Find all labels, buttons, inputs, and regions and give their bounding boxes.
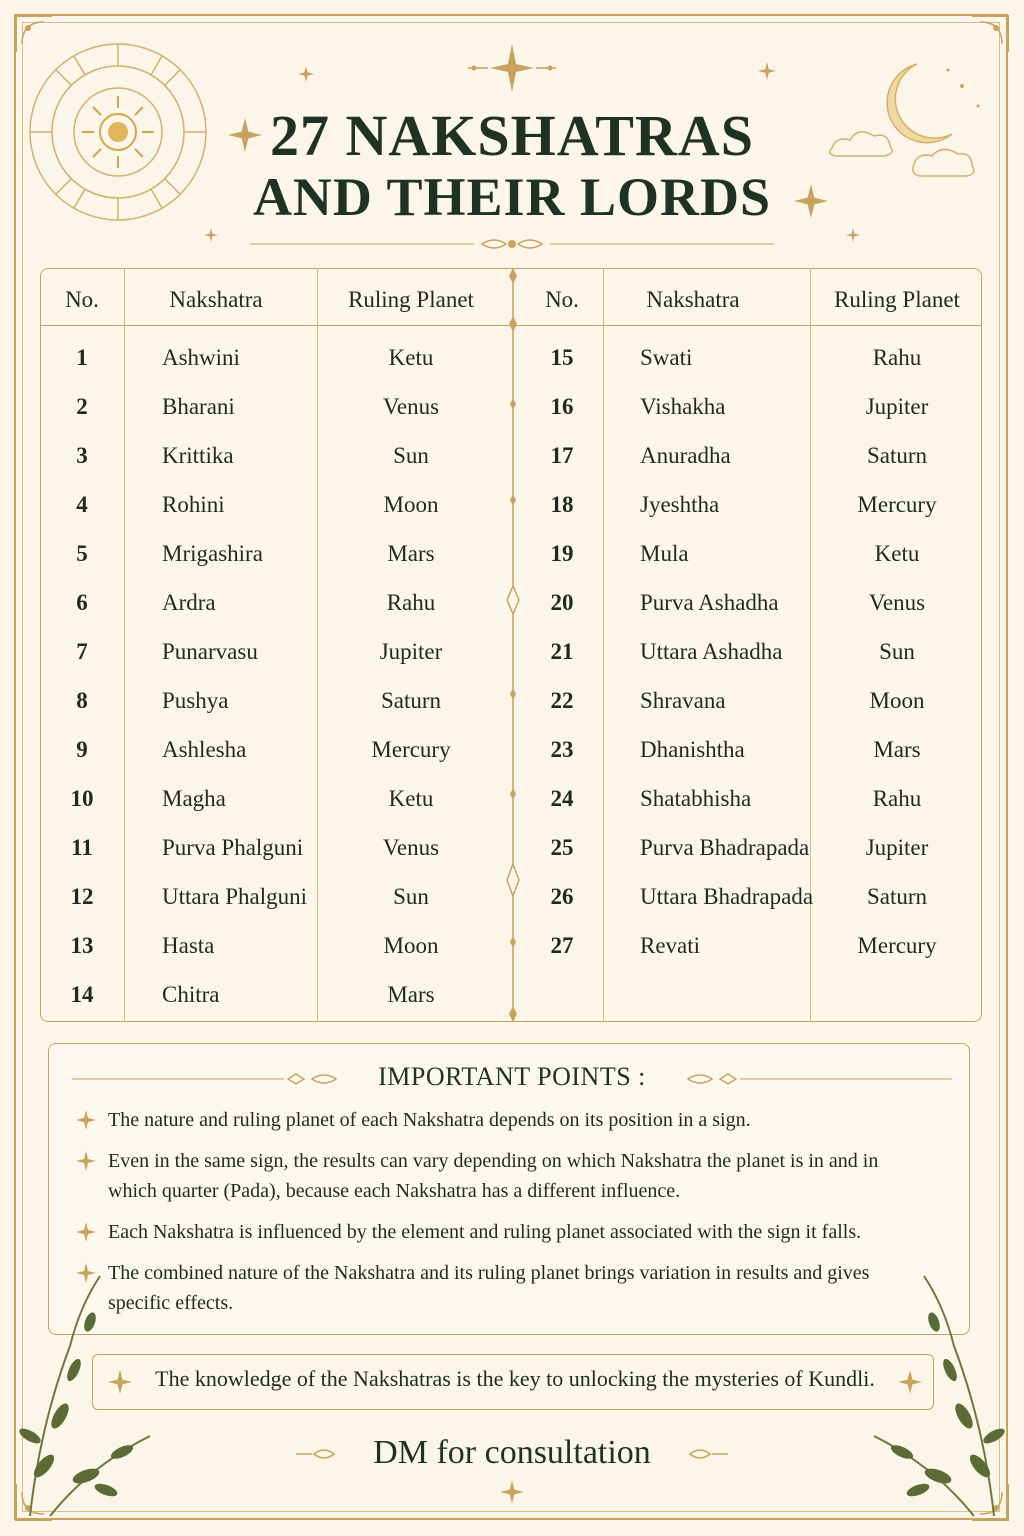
- row-number: 16: [550, 394, 574, 419]
- nakshatra-name: Purva Ashadha: [640, 590, 779, 615]
- header-planet-left: Ruling Planet: [348, 287, 474, 312]
- point-item: Even in the same sign, the results can vary depending on which Nakshatra the planet is in and in which quarter (Pada), because each Nakshatra has a different influence.: [108, 1150, 879, 1202]
- page-title-line1: 27 NAKSHATRAS: [269, 103, 755, 168]
- nakshatra-name: Uttara Ashadha: [640, 639, 783, 664]
- ruling-planet: Venus: [868, 590, 926, 615]
- nakshatra-name: Purva Phalguni: [162, 835, 304, 860]
- ruling-planet: Venus: [382, 835, 440, 860]
- nakshatra-name: Jyeshtha: [640, 492, 720, 517]
- row-number: 18: [550, 492, 574, 517]
- row-number: 17: [550, 443, 574, 468]
- nakshatra-name: Punarvasu: [162, 639, 258, 664]
- ruling-planet: Mars: [873, 737, 921, 762]
- ruling-planet: Rahu: [872, 786, 922, 811]
- nakshatra-name: Ardra: [162, 590, 216, 615]
- nakshatra-name: Shravana: [640, 688, 726, 713]
- ruling-planet: Jupiter: [865, 835, 929, 860]
- leaf-branch-icon: [10, 1266, 160, 1522]
- sparkle-star-icon: [76, 1222, 96, 1242]
- row-number: 27: [550, 933, 574, 958]
- ruling-planet: Saturn: [866, 884, 928, 909]
- nakshatra-name: Bharani: [162, 394, 235, 419]
- ruling-planet: Jupiter: [865, 394, 929, 419]
- nakshatra-name: Chitra: [162, 982, 220, 1007]
- nakshatra-name: Pushya: [162, 688, 229, 713]
- row-number: 19: [550, 541, 574, 566]
- row-number: 24: [550, 786, 574, 811]
- nakshatra-name: Krittika: [162, 443, 234, 468]
- nakshatra-name: Mula: [640, 541, 689, 566]
- row-number: 1: [76, 345, 88, 370]
- nakshatra-name: Rohini: [162, 492, 225, 517]
- row-number: 25: [550, 835, 574, 860]
- nakshatra-name: Mrigashira: [162, 541, 263, 566]
- point-item: The combined nature of the Nakshatra and its ruling planet brings variation in results and gives specific effects.: [108, 1262, 870, 1314]
- row-number: 9: [76, 737, 88, 762]
- sparkle-star-icon: [758, 62, 776, 80]
- row-number: 22: [550, 688, 574, 713]
- nakshatra-name: Purva Bhadrapada: [640, 835, 810, 860]
- ruling-planet: Mercury: [371, 737, 451, 762]
- ruling-planet: Jupiter: [379, 639, 443, 664]
- ruling-planet: Venus: [382, 394, 440, 419]
- flourish-icon: [688, 1444, 728, 1464]
- header-divider: [514, 325, 982, 326]
- top-ornament-icon: [468, 44, 556, 92]
- row-number: 4: [76, 492, 88, 517]
- ruling-planet: Rahu: [872, 345, 922, 370]
- ruling-planet: Mars: [387, 982, 435, 1007]
- header-no-right: No.: [545, 287, 579, 312]
- row-number: 12: [70, 884, 94, 909]
- ruling-planet: Mercury: [857, 933, 937, 958]
- nakshatra-name: Hasta: [162, 933, 215, 958]
- flourish-icon: [296, 1444, 336, 1464]
- ruling-planet: Sun: [879, 639, 915, 664]
- nakshatra-name: Revati: [640, 933, 701, 958]
- ruling-planet: Ketu: [388, 345, 434, 370]
- page-title-line2: AND THEIR LORDS: [252, 167, 772, 227]
- title-divider: [250, 236, 774, 252]
- row-number: 5: [76, 541, 88, 566]
- row-number: 2: [76, 394, 88, 419]
- row-number: 11: [71, 835, 93, 860]
- ruling-planet: Saturn: [380, 688, 442, 713]
- point-item: Each Nakshatra is influenced by the element and ruling planet associated with the sign it falls.: [108, 1221, 862, 1243]
- row-number: 13: [70, 933, 94, 958]
- nakshatra-name: Magha: [162, 786, 226, 811]
- row-number: 14: [70, 982, 94, 1007]
- nakshatra-name: Ashlesha: [162, 737, 247, 762]
- ruling-planet: Sun: [393, 443, 429, 468]
- header-nakshatra-right: Nakshatra: [646, 287, 740, 312]
- ruling-planet: Ketu: [388, 786, 434, 811]
- points-title: IMPORTANT POINTS :: [378, 1062, 646, 1091]
- nakshatra-name: Anuradha: [640, 443, 731, 468]
- ruling-planet: Moon: [383, 492, 439, 517]
- corner-ornament-icon: [970, 14, 1010, 54]
- header-planet-right: Ruling Planet: [834, 287, 960, 312]
- ruling-planet: Saturn: [866, 443, 928, 468]
- row-number: 15: [550, 345, 574, 370]
- row-number: 21: [550, 639, 574, 664]
- row-number: 7: [76, 639, 88, 664]
- row-number: 26: [550, 884, 574, 909]
- nakshatra-name: Swati: [640, 345, 693, 370]
- center-divider: [503, 268, 523, 1022]
- ruling-planet: Mars: [387, 541, 435, 566]
- nakshatra-name: Dhanishtha: [640, 737, 745, 762]
- sparkle-star-icon: [76, 1110, 96, 1130]
- row-number: 23: [550, 737, 574, 762]
- leaf-branch-icon: [866, 1266, 1014, 1522]
- nakshatra-name: Uttara Phalguni: [162, 884, 307, 909]
- nakshatra-name: Uttara Bhadrapada: [640, 884, 814, 909]
- key-message: The knowledge of the Nakshatras is the key to unlocking the mysteries of Kundli.: [155, 1366, 875, 1391]
- nakshatra-name: Ashwini: [162, 345, 240, 370]
- column-divider: [603, 268, 604, 1022]
- sparkle-star-icon: [846, 228, 860, 242]
- point-item: The nature and ruling planet of each Nakshatra depends on its position in a sign.: [108, 1109, 751, 1131]
- ruling-planet: Moon: [383, 933, 439, 958]
- ruling-planet: Sun: [393, 884, 429, 909]
- header-no-left: No.: [65, 287, 99, 312]
- header-nakshatra-left: Nakshatra: [169, 287, 263, 312]
- sparkle-star-icon: [500, 1480, 524, 1504]
- header-divider: [40, 325, 512, 326]
- sparkle-star-icon: [76, 1151, 96, 1171]
- ruling-planet: Moon: [869, 688, 925, 713]
- nakshatra-name: Shatabhisha: [640, 786, 752, 811]
- row-number: 10: [70, 786, 94, 811]
- row-number: 6: [76, 590, 88, 615]
- sparkle-star-icon: [298, 66, 314, 82]
- row-number: 20: [550, 590, 574, 615]
- cta-text: DM for consultation: [373, 1434, 651, 1471]
- ruling-planet: Ketu: [874, 541, 920, 566]
- column-divider: [124, 268, 125, 1022]
- ruling-planet: Mercury: [857, 492, 937, 517]
- nakshatra-name: Vishakha: [640, 394, 726, 419]
- ruling-planet: Rahu: [386, 590, 436, 615]
- row-number: 3: [76, 443, 88, 468]
- sparkle-star-icon: [204, 228, 218, 242]
- row-number: 8: [76, 688, 88, 713]
